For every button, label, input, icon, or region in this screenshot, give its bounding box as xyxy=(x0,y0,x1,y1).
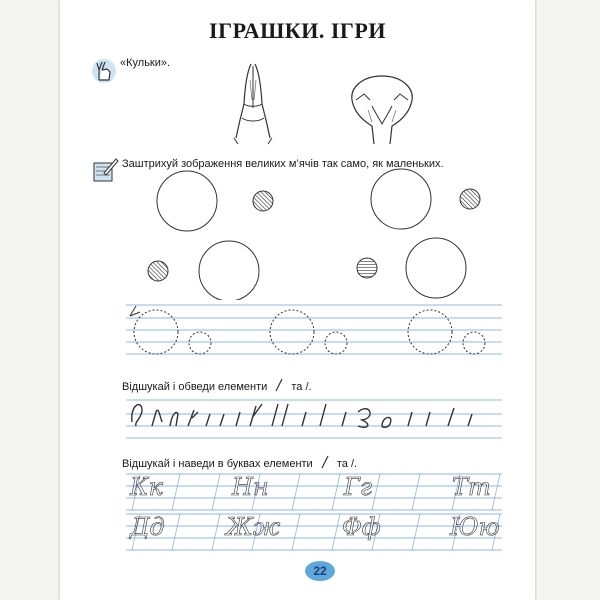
letters-ruling xyxy=(60,0,535,600)
find-elements-middle: та xyxy=(291,381,303,393)
letters-prefix: Відшукай і наведи в буквах елементи xyxy=(122,458,313,470)
find-elements-prefix: Відшукай і обведи елементи xyxy=(122,381,268,393)
page-title: ІГРАШКИ. ІГРИ xyxy=(209,18,386,43)
trace-letter[interactable]: Кк xyxy=(130,473,163,501)
trace-letter[interactable]: Гг xyxy=(344,473,373,501)
trace-letter[interactable]: Тт xyxy=(452,473,491,501)
trace-letter[interactable]: Юю xyxy=(450,513,500,541)
page-number-badge: 22 xyxy=(305,561,335,581)
trace-letter[interactable]: Жж xyxy=(226,513,281,541)
letters-middle: та xyxy=(336,458,348,470)
trace-letter[interactable]: Дд xyxy=(130,513,165,541)
shading-instruction: Заштрихуй зображення великих м’ячів так само, як маленьких. xyxy=(122,158,444,170)
find-elements-suffix: /. xyxy=(305,381,312,393)
workbook-page xyxy=(60,0,535,600)
trace-letter[interactable]: Фф xyxy=(342,513,381,541)
trace-letter[interactable]: Нн xyxy=(232,473,269,501)
letters-suffix: /. xyxy=(350,458,358,470)
finger-game-label: «Кульки». xyxy=(120,57,171,69)
